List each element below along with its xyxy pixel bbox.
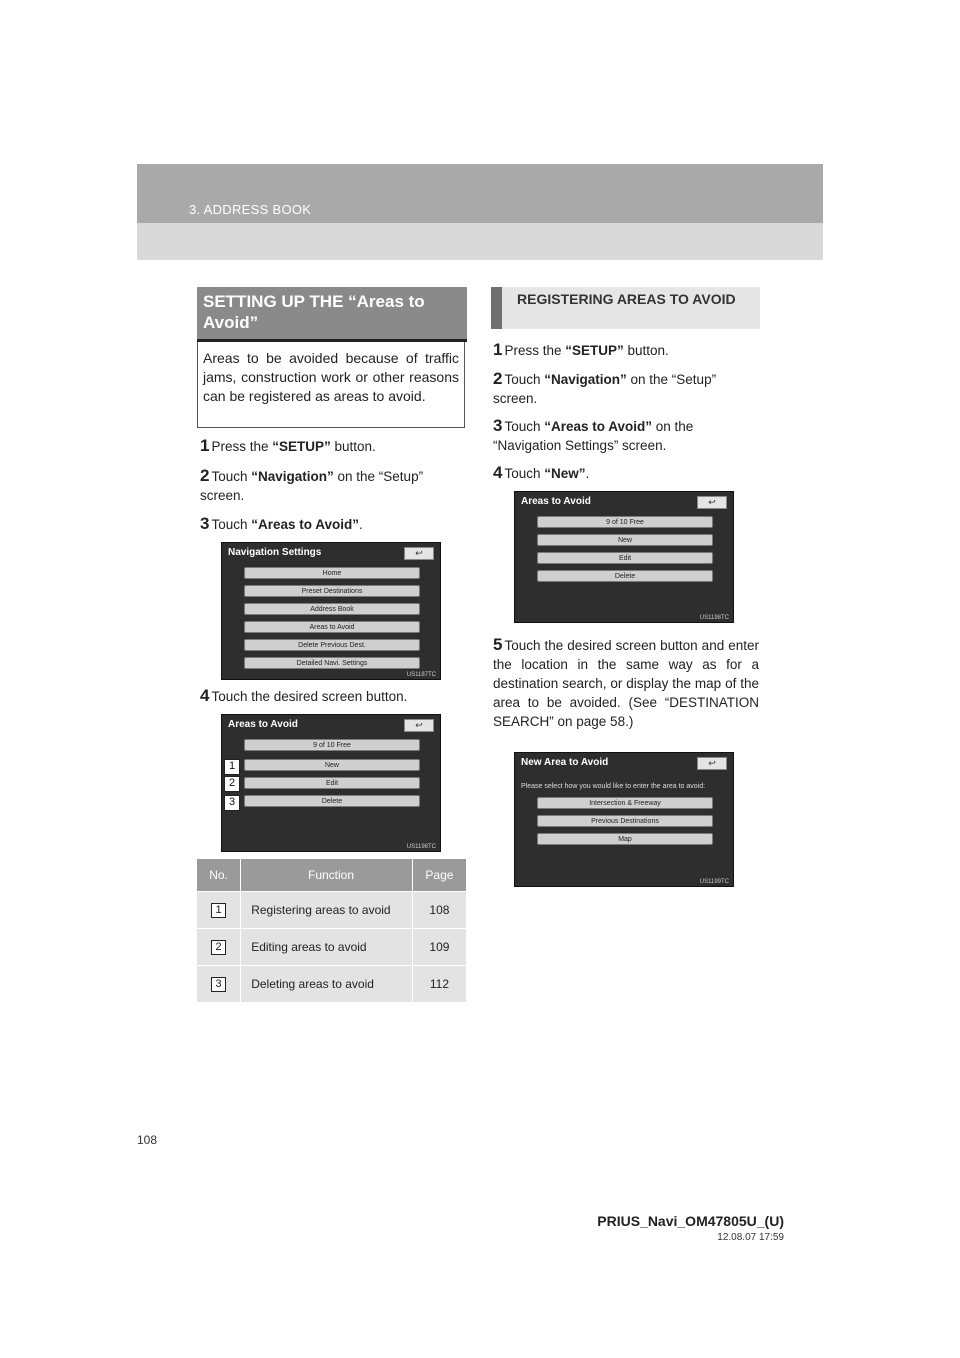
areas-to-avoid-screenshot bbox=[221, 714, 441, 852]
intersection-freeway-button[interactable]: Intersection & Freeway bbox=[537, 797, 713, 809]
table-header-function: Function bbox=[241, 859, 413, 892]
back-icon[interactable]: ↩ bbox=[697, 757, 727, 770]
step-text: . bbox=[359, 517, 363, 532]
heading-accent-bar bbox=[491, 287, 502, 329]
row-number-box: 2 bbox=[211, 940, 226, 955]
step-text: on the “Navigation Settings” screen. bbox=[493, 419, 694, 453]
row-function: Registering areas to avoid bbox=[241, 892, 413, 929]
left-section-heading bbox=[197, 287, 467, 342]
step-number: 5 bbox=[493, 635, 503, 654]
screen-title: Areas to Avoid bbox=[228, 719, 298, 730]
row-page: 112 bbox=[412, 966, 466, 1003]
function-table bbox=[197, 859, 467, 1002]
callout-2: 2 bbox=[224, 776, 240, 792]
row-page: 109 bbox=[412, 929, 466, 966]
preset-destinations-button[interactable]: Preset Destinations bbox=[244, 585, 420, 597]
page-number: 108 bbox=[137, 1133, 158, 1147]
delete-previous-dest-button[interactable]: Delete Previous Dest. bbox=[244, 639, 420, 651]
back-icon[interactable]: ↩ bbox=[404, 547, 434, 560]
step-bold: “New” bbox=[544, 466, 586, 481]
new-button[interactable]: New bbox=[537, 534, 713, 546]
callout-1: 1 bbox=[224, 759, 240, 775]
figure-code: US1198TC bbox=[699, 615, 729, 621]
row-number-box: 3 bbox=[211, 977, 226, 992]
step-text: Touch the desired screen button. bbox=[211, 689, 408, 704]
screen-title: Areas to Avoid bbox=[521, 496, 591, 507]
step-number: 4 bbox=[200, 686, 210, 705]
back-icon[interactable]: ↩ bbox=[697, 496, 727, 509]
right-step-3 bbox=[493, 416, 759, 455]
table-row bbox=[197, 892, 467, 929]
areas-to-avoid-button[interactable]: Areas to Avoid bbox=[244, 621, 420, 633]
step-text: button. bbox=[623, 343, 669, 358]
callout-3: 3 bbox=[224, 795, 240, 811]
home-button[interactable]: Home bbox=[244, 567, 420, 579]
step-number: 2 bbox=[493, 369, 503, 388]
step-bold: “Areas to Avoid” bbox=[251, 517, 360, 532]
right-step-1 bbox=[493, 340, 759, 360]
step-bold: “Areas to Avoid” bbox=[544, 419, 653, 434]
right-section-title: REGISTERING AREAS TO AVOID bbox=[517, 291, 736, 307]
screen-subtitle: Please select how you would like to enter the area to avoid: bbox=[521, 783, 706, 790]
table-header-page: Page bbox=[412, 859, 466, 892]
step-text: Touch the desired screen button and enter the location in the same way as for a destination search, or display the map of the area to be avoided. (See “DESTINATION SEARCH” on page 58.) bbox=[493, 638, 759, 729]
step-text: on the “Setup” screen. bbox=[493, 372, 717, 406]
navigation-settings-screenshot bbox=[221, 542, 441, 680]
table-row bbox=[197, 929, 467, 966]
intro-box: Areas to be avoided because of traffic jams, construction work or other reasons can be registered as areas to avoid. bbox=[197, 342, 465, 428]
row-number bbox=[197, 966, 241, 1003]
new-button[interactable]: New bbox=[244, 759, 420, 771]
map-button[interactable]: Map bbox=[537, 833, 713, 845]
document-id: PRIUS_Navi_OM47805U_(U) bbox=[597, 1213, 784, 1229]
previous-destinations-button[interactable]: Previous Destinations bbox=[537, 815, 713, 827]
right-section-heading bbox=[491, 287, 760, 329]
step-text: Touch bbox=[504, 372, 545, 387]
edit-button[interactable]: Edit bbox=[537, 552, 713, 564]
left-step-4 bbox=[200, 686, 465, 706]
back-icon[interactable]: ↩ bbox=[404, 719, 434, 732]
step-text: . bbox=[585, 466, 590, 481]
free-count-button: 9 of 10 Free bbox=[244, 739, 420, 751]
chapter-title: 3. ADDRESS BOOK bbox=[189, 202, 312, 217]
row-page: 108 bbox=[412, 892, 466, 929]
figure-code: US1198TC bbox=[406, 844, 436, 850]
screen-title: Navigation Settings bbox=[228, 547, 322, 558]
step-text: button. bbox=[330, 439, 376, 454]
row-function: Editing areas to avoid bbox=[241, 929, 413, 966]
table-row bbox=[197, 966, 467, 1003]
left-step-1 bbox=[200, 436, 465, 456]
row-number-box: 1 bbox=[211, 903, 226, 918]
row-number bbox=[197, 892, 241, 929]
step-text: Touch bbox=[211, 517, 252, 532]
figure-code: US1199TC bbox=[699, 879, 729, 885]
step-bold: “Navigation” bbox=[544, 372, 627, 387]
step-text: on the “Setup” screen. bbox=[200, 469, 424, 503]
step-text: Touch bbox=[211, 469, 252, 484]
row-number bbox=[197, 929, 241, 966]
delete-button[interactable]: Delete bbox=[537, 570, 713, 582]
step-number: 3 bbox=[493, 416, 503, 435]
table-header-row bbox=[197, 859, 467, 892]
edit-button[interactable]: Edit bbox=[244, 777, 420, 789]
screen-title: New Area to Avoid bbox=[521, 757, 609, 768]
figure-code: US1187TC bbox=[406, 672, 436, 678]
left-step-3 bbox=[200, 514, 465, 534]
step-number: 3 bbox=[200, 514, 210, 533]
step-number: 4 bbox=[493, 463, 503, 482]
row-function: Deleting areas to avoid bbox=[241, 966, 413, 1003]
right-step-4 bbox=[493, 463, 759, 483]
address-book-button[interactable]: Address Book bbox=[244, 603, 420, 615]
step-bold: “SETUP” bbox=[272, 439, 331, 454]
left-step-2 bbox=[200, 466, 465, 505]
step-text: Press the bbox=[211, 439, 273, 454]
free-count-button: 9 of 10 Free bbox=[537, 516, 713, 528]
detailed-navi-settings-button[interactable]: Detailed Navi. Settings bbox=[244, 657, 420, 669]
right-step-5 bbox=[493, 635, 759, 731]
print-timestamp: 12.08.07 17:59 bbox=[717, 1232, 784, 1243]
step-text: Touch bbox=[504, 419, 545, 434]
step-number: 1 bbox=[200, 436, 210, 455]
right-step-2 bbox=[493, 369, 759, 408]
step-number: 1 bbox=[493, 340, 503, 359]
new-area-to-avoid-screenshot bbox=[514, 752, 734, 887]
step-bold: “Navigation” bbox=[251, 469, 334, 484]
areas-to-avoid-screenshot-right bbox=[514, 491, 734, 623]
step-number: 2 bbox=[200, 466, 210, 485]
table-header-no: No. bbox=[197, 859, 241, 892]
step-text: Touch bbox=[504, 466, 545, 481]
left-section-title: SETTING UP THE “Areas to Avoid” bbox=[203, 292, 425, 332]
header-band bbox=[137, 164, 823, 260]
step-text: Press the bbox=[504, 343, 566, 358]
delete-button[interactable]: Delete bbox=[244, 795, 420, 807]
step-bold: “SETUP” bbox=[565, 343, 624, 358]
